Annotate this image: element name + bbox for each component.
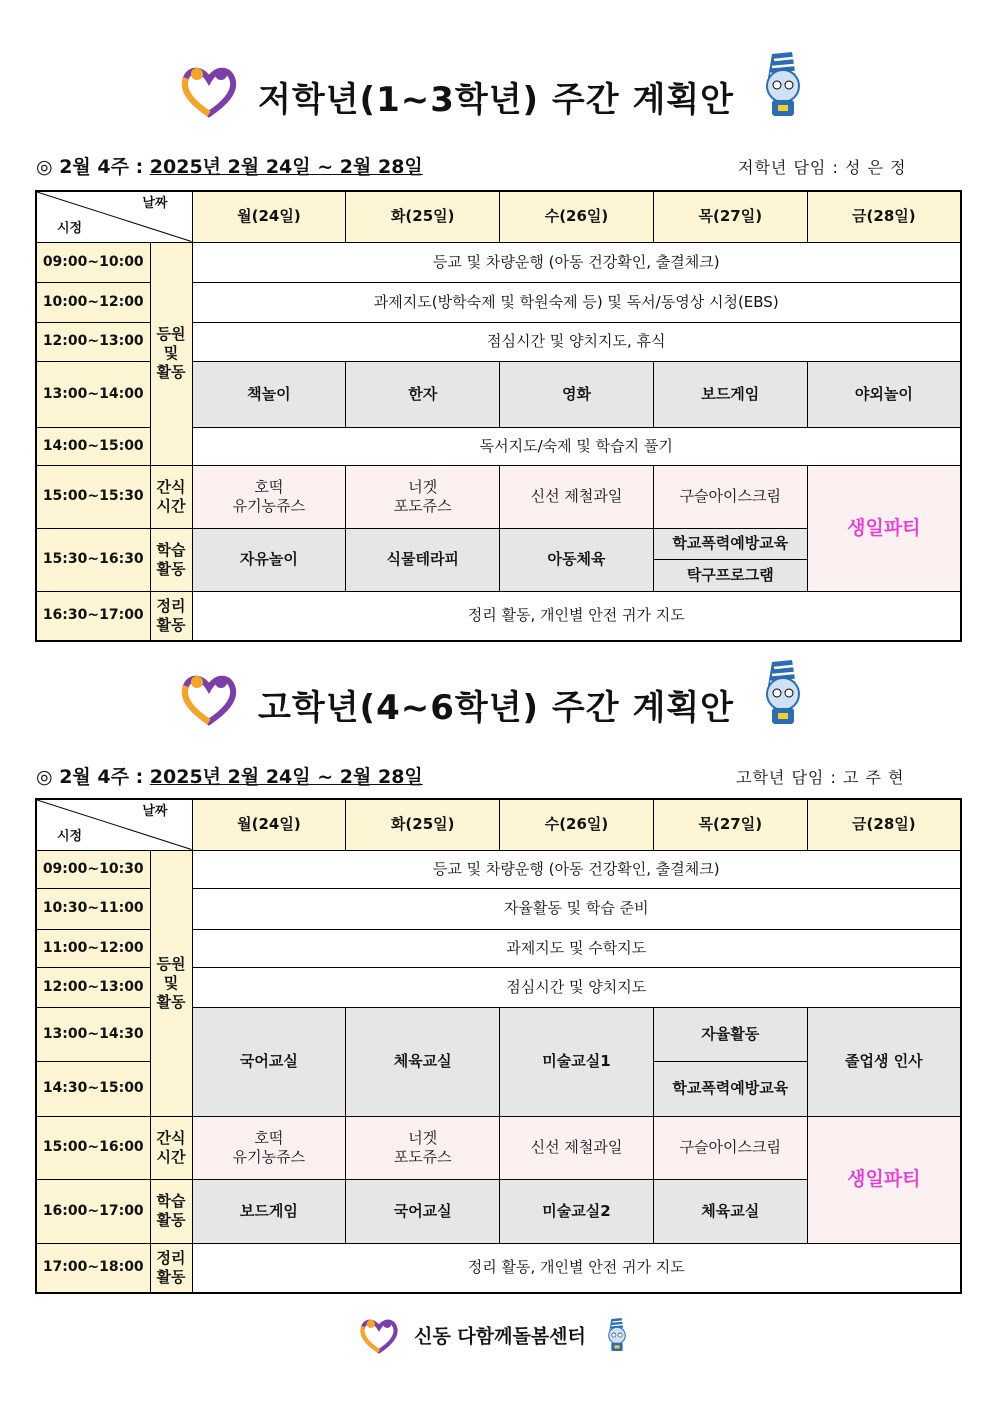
activity-cell: 학교폭력예방교육 xyxy=(653,1061,807,1116)
time-cell: 09:00~10:30 xyxy=(36,850,150,888)
activity-cell: 졸업생 인사 xyxy=(807,1007,961,1116)
day-header: 목(27일) xyxy=(653,191,807,242)
time-cell: 15:00~16:00 xyxy=(36,1116,150,1179)
schedule-table-lower xyxy=(35,190,962,642)
birthday-party-cell: 생일파티 xyxy=(807,1116,961,1243)
time-cell: 15:30~16:30 xyxy=(36,528,150,591)
time-cell: 13:00~14:00 xyxy=(36,361,150,427)
group-label: 간식 시간 xyxy=(150,465,192,528)
group-label: 등원 및 활동 xyxy=(150,242,192,465)
activity-cell: 정리 활동, 개인별 안전 귀가 지도 xyxy=(192,1243,961,1293)
time-cell: 17:00~18:00 xyxy=(36,1243,150,1293)
activity-cell: 보드게임 xyxy=(192,1179,346,1243)
group-label: 정리 활동 xyxy=(150,1243,192,1293)
activity-cell: 체육교실 xyxy=(653,1179,807,1243)
snack-cell: 너겟 포도쥬스 xyxy=(346,465,500,528)
time-cell: 12:00~13:00 xyxy=(36,967,150,1007)
day-header: 수(26일) xyxy=(500,191,654,242)
activity-cell: 국어교실 xyxy=(346,1179,500,1243)
activity-cell: 독서지도/숙제 및 학습지 풀기 xyxy=(192,427,961,465)
activity-cell: 체육교실 xyxy=(346,1007,500,1116)
activity-cell: 보드게임 xyxy=(653,361,807,427)
day-header: 수(26일) xyxy=(500,799,654,850)
time-cell: 15:00~15:30 xyxy=(36,465,150,528)
time-cell: 10:30~11:00 xyxy=(36,888,150,929)
time-cell: 14:00~15:00 xyxy=(36,427,150,465)
day-header: 금(28일) xyxy=(807,799,961,850)
activity-cell: 점심시간 및 양치지도, 휴식 xyxy=(192,322,961,361)
day-header: 월(24일) xyxy=(192,799,346,850)
teacher-name: 고학년 담임 : 고 주 현 xyxy=(736,768,905,787)
snack-cell: 신선 제철과일 xyxy=(500,1116,654,1179)
group-label: 등원 및 활동 xyxy=(150,850,192,1116)
time-cell: 13:00~14:30 xyxy=(36,1007,150,1061)
activity-cell: 미술교실1 xyxy=(500,1007,654,1116)
week-range: ◎ 2월 4주 : 2025년 2월 24일 ~ 2월 28일 xyxy=(36,156,423,178)
center-name: 신동 다함께돌봄센터 xyxy=(414,1325,586,1348)
time-cell: 16:00~17:00 xyxy=(36,1179,150,1243)
activity-cell: 영화 xyxy=(500,361,654,427)
time-cell: 16:30~17:00 xyxy=(36,591,150,641)
day-header: 화(25일) xyxy=(346,191,500,242)
page-title: 저학년(1~3학년) 주간 계획안 xyxy=(258,80,734,120)
teacher-name: 저학년 담임 : 성 은 정 xyxy=(738,158,907,177)
day-header: 화(25일) xyxy=(346,799,500,850)
table-corner: 날짜 시정 xyxy=(36,799,192,850)
time-cell: 11:00~12:00 xyxy=(36,929,150,967)
day-header: 목(27일) xyxy=(653,799,807,850)
activity-cell: 자율활동 및 학습 준비 xyxy=(192,888,961,929)
time-cell: 09:00~10:00 xyxy=(36,242,150,282)
footer xyxy=(0,1314,992,1356)
page-title: 고학년(4~6학년) 주간 계획안 xyxy=(258,688,734,728)
schedule-table-upper xyxy=(35,798,962,1294)
group-label: 정리 활동 xyxy=(150,591,192,641)
group-label: 학습 활동 xyxy=(150,1179,192,1243)
snack-cell: 신선 제철과일 xyxy=(500,465,654,528)
activity-cell: 학교폭력예방교육 xyxy=(653,528,807,559)
activity-cell: 정리 활동, 개인별 안전 귀가 지도 xyxy=(192,591,961,641)
birthday-party-cell: 생일파티 xyxy=(807,465,961,591)
activity-cell: 야외놀이 xyxy=(807,361,961,427)
table-corner: 날짜 시정 xyxy=(36,191,192,242)
activity-cell: 점심시간 및 양치지도 xyxy=(192,967,961,1007)
activity-cell: 과제지도 및 수학지도 xyxy=(192,929,961,967)
time-cell: 14:30~15:00 xyxy=(36,1061,150,1116)
activity-cell: 국어교실 xyxy=(192,1007,346,1116)
snack-cell: 호떡 유기농쥬스 xyxy=(192,465,346,528)
time-cell: 10:00~12:00 xyxy=(36,282,150,322)
activity-cell: 미술교실2 xyxy=(500,1179,654,1243)
activity-cell: 등교 및 차량운행 (아동 건강확인, 출결체크) xyxy=(192,850,961,888)
group-label: 학습 활동 xyxy=(150,528,192,591)
day-header: 월(24일) xyxy=(192,191,346,242)
snack-cell: 구슬아이스크림 xyxy=(653,1116,807,1179)
activity-cell: 한자 xyxy=(346,361,500,427)
snack-cell: 너겟 포도쥬스 xyxy=(346,1116,500,1179)
mascot-icon xyxy=(752,658,814,728)
activity-cell: 책놀이 xyxy=(192,361,346,427)
activity-cell: 식물테라피 xyxy=(346,528,500,591)
activity-cell: 아동체육 xyxy=(500,528,654,591)
week-range: ◎ 2월 4주 : 2025년 2월 24일 ~ 2월 28일 xyxy=(36,766,423,788)
mascot-icon xyxy=(752,50,814,120)
heart-logo-icon xyxy=(359,1317,399,1354)
time-cell: 12:00~13:00 xyxy=(36,322,150,361)
snack-cell: 구슬아이스크림 xyxy=(653,465,807,528)
day-header: 금(28일) xyxy=(807,191,961,242)
mascot-icon xyxy=(601,1314,633,1356)
snack-cell: 호떡 유기농쥬스 xyxy=(192,1116,346,1179)
activity-cell: 탁구프로그램 xyxy=(653,559,807,591)
activity-cell: 등교 및 차량운행 (아동 건강확인, 출결체크) xyxy=(192,242,961,282)
group-label: 간식 시간 xyxy=(150,1116,192,1179)
activity-cell: 과제지도(방학숙제 및 학원숙제 등) 및 독서/동영상 시청(EBS) xyxy=(192,282,961,322)
activity-cell: 자유놀이 xyxy=(192,528,346,591)
activity-cell: 자율활동 xyxy=(653,1007,807,1061)
